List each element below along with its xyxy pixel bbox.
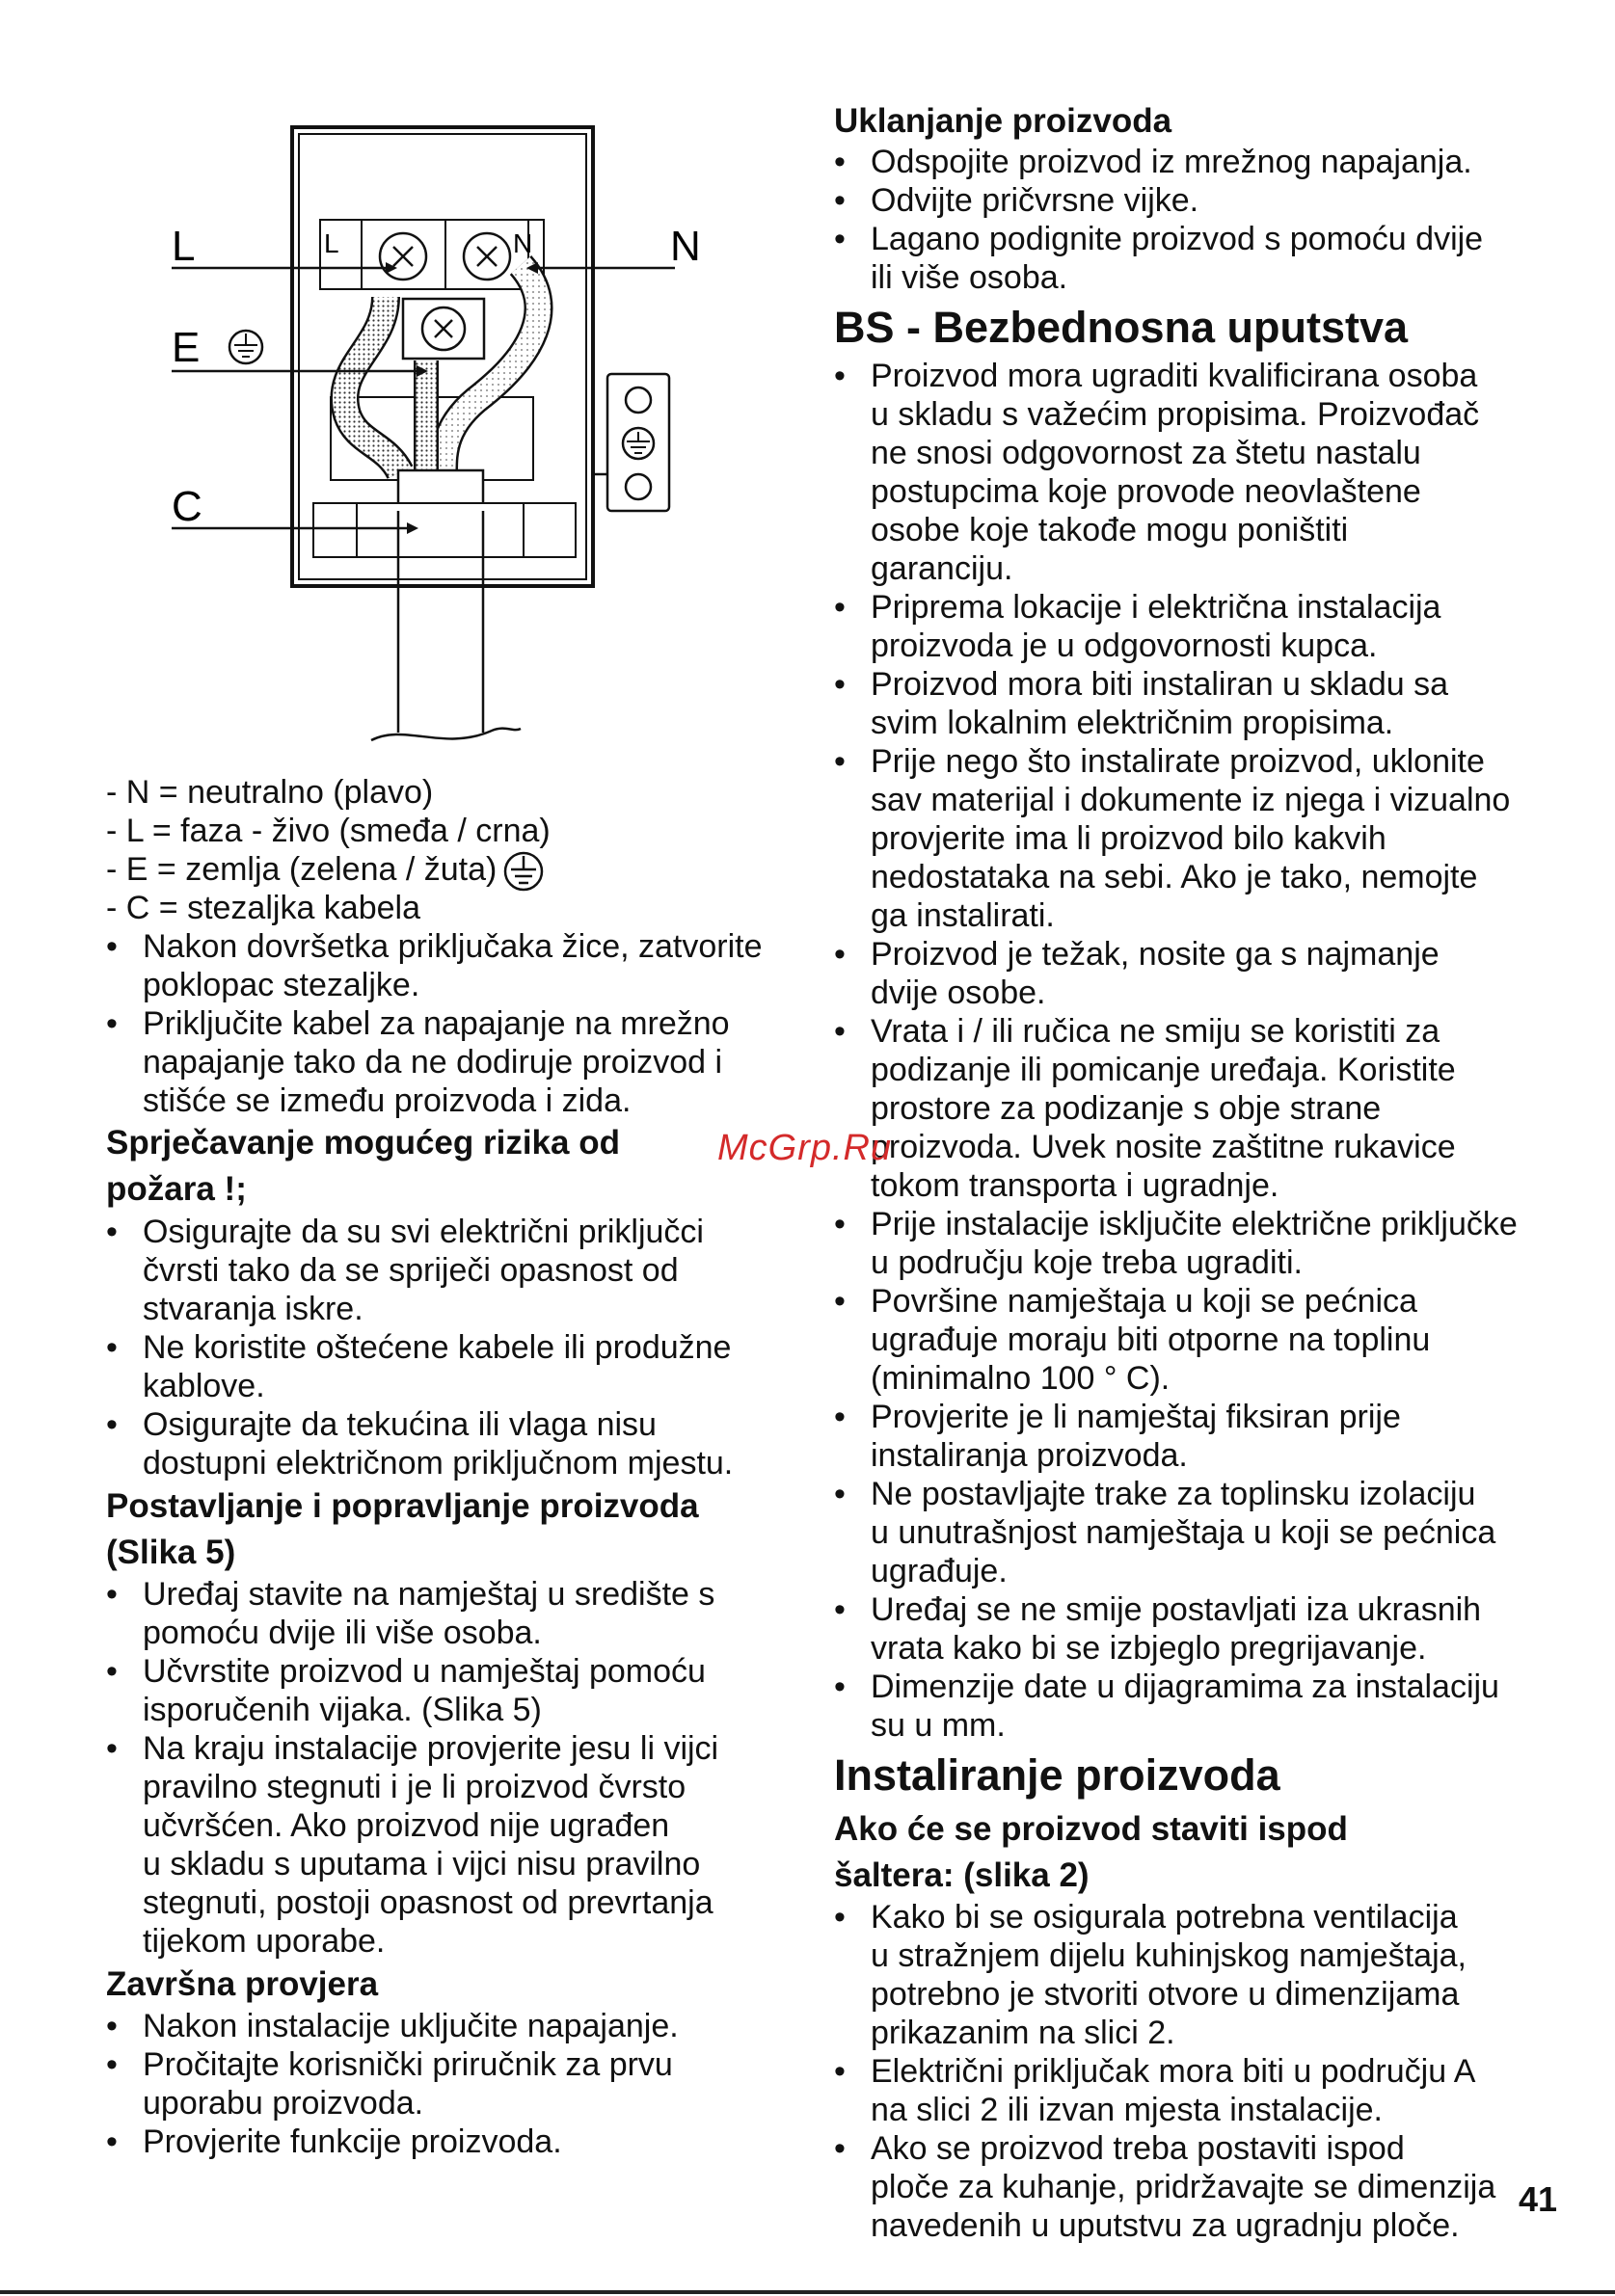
bullet-icon: • <box>106 1214 118 1250</box>
list-item: Vrata i / ili ručica ne smiju se koristiti za <box>871 1013 1440 1050</box>
list-item: Provjerite je li namještaj fiksiran prije <box>871 1399 1401 1435</box>
list-item: dostupni električnom priključnom mjestu. <box>143 1445 734 1482</box>
list-item: Na kraju instalacije provjerite jesu li vijci <box>143 1730 719 1767</box>
list-item: Provjerite funkcije proizvoda. <box>143 2123 562 2160</box>
bullet-icon: • <box>834 1476 846 1512</box>
list-item: Ako se proizvod treba postaviti ispod <box>871 2130 1405 2167</box>
list-item: Uređaj se ne smije postavljati iza ukrasnih <box>871 1591 1482 1628</box>
list-item: Uređaj stavite na namještaj u središte s <box>143 1576 715 1613</box>
list-item: pomoću dvije ili više osoba. <box>143 1615 542 1651</box>
list-item: osobe koje takođe mogu poništiti <box>871 512 1349 548</box>
list-item: Odvijte pričvrsne vijke. <box>871 182 1199 219</box>
list-item: provjerite ima li proizvod bilo kakvih <box>871 820 1386 857</box>
page-section-title: Instaliranje proizvoda <box>834 1750 1280 1800</box>
list-item: kablove. <box>143 1368 265 1404</box>
list-item: Priključite kabel za napajanje na mrežno <box>143 1005 730 1042</box>
bullet-icon: • <box>106 1005 118 1042</box>
list-item: ili više osoba. <box>871 259 1068 296</box>
list-item: Pročitajte korisnički priručnik za prvu <box>143 2046 673 2083</box>
list-item: navedenih u uputstvu za ugradnju ploče. <box>871 2207 1460 2244</box>
bullet-icon: • <box>834 666 846 703</box>
legend-n: - N = neutralno (plavo) <box>106 774 434 811</box>
list-item: Proizvod je težak, nosite ga s najmanje <box>871 936 1440 973</box>
list-item: dvije osobe. <box>871 974 1046 1011</box>
list-item: Kako bi se osigurala potrebna ventilacija <box>871 1899 1458 1936</box>
section-heading: Postavljanje i popravljanje proizvoda <box>106 1487 699 1525</box>
list-item: Prije nego što instalirate proizvod, uklonite <box>871 743 1485 780</box>
legend-c: - C = stezaljka kabela <box>106 890 420 926</box>
diagram-label-e: E <box>172 324 201 371</box>
list-item: podizanje ili pomicanje uređaja. Koristite <box>871 1052 1456 1088</box>
bullet-icon: • <box>834 1591 846 1628</box>
list-item: Lagano podignite proizvod s pomoću dvije <box>871 221 1484 257</box>
legend-l: - L = faza - živo (smeđa / crna) <box>106 813 551 849</box>
list-item: nedostataka na sebi. Ako je tako, nemojte <box>871 859 1478 895</box>
list-item: Osigurajte da su svi električni priključci <box>143 1214 704 1250</box>
earth-icon <box>229 331 262 363</box>
diagram-label-n: N <box>670 223 701 270</box>
list-item: uporabu proizvoda. <box>143 2085 424 2122</box>
list-item: napajanje tako da ne dodiruje proizvod i <box>143 1044 723 1081</box>
bullet-icon: • <box>834 182 846 219</box>
list-item: na slici 2 ili izvan mjesta instalacije. <box>871 2092 1383 2128</box>
list-item: sav materijal i dokumente iz njega i vizualno <box>871 782 1511 818</box>
list-item: Električni priključak mora biti u području A <box>871 2053 1476 2090</box>
list-item: garanciju. <box>871 550 1013 587</box>
list-item: Priprema lokacije i električna instalacija <box>871 589 1441 626</box>
wiring-diagram <box>154 116 701 752</box>
bullet-icon: • <box>106 1576 118 1613</box>
bullet-icon: • <box>106 2046 118 2083</box>
list-item: ugrađuje. <box>871 1553 1008 1589</box>
bullet-icon: • <box>106 928 118 965</box>
legend-e: - E = zemlja (zelena / žuta) <box>106 850 545 893</box>
section-heading: požara !; <box>106 1170 247 1208</box>
earth-icon <box>502 850 545 893</box>
section-heading: (Slika 5) <box>106 1534 236 1571</box>
list-item: pravilno stegnuti i je li proizvod čvrsto <box>143 1769 686 1805</box>
list-item: isporučenih vijaka. (Slika 5) <box>143 1692 542 1728</box>
list-item: svim lokalnim električnim propisima. <box>871 705 1394 741</box>
list-item: Proizvod mora biti instaliran u skladu sa <box>871 666 1449 703</box>
list-item: u skladu s važećim propisima. Proizvođač <box>871 396 1480 433</box>
bullet-icon: • <box>834 589 846 626</box>
section-heading: Ako će se proizvod staviti ispod <box>834 1810 1348 1848</box>
bullet-icon: • <box>834 221 846 257</box>
bullet-icon: • <box>834 936 846 973</box>
list-item: poklopac stezaljke. <box>143 967 420 1003</box>
section-heading: šaltera: (slika 2) <box>834 1856 1090 1894</box>
list-item: Nakon dovršetka priključaka žice, zatvorite <box>143 928 763 965</box>
list-item: u unutrašnjost namještaja u koji se pećnica <box>871 1514 1496 1551</box>
list-item: Proizvod mora ugraditi kvalificirana osoba <box>871 358 1478 394</box>
list-item: učvršćen. Ako proizvod nije ugrađen <box>143 1807 670 1844</box>
diagram-label-c: C <box>172 483 202 530</box>
section-heading: Završna provjera <box>106 1965 379 2003</box>
bullet-icon: • <box>106 2008 118 2044</box>
list-item: vrata kako bi se izbjeglo pregrijavanje. <box>871 1630 1427 1667</box>
section-heading: Sprječavanje mogućeg rizika od <box>106 1124 620 1161</box>
list-item: Površine namještaja u koji se pećnica <box>871 1283 1417 1320</box>
bullet-icon: • <box>834 1399 846 1435</box>
list-item: proizvoda je u odgovornosti kupca. <box>871 627 1378 664</box>
list-item: ga instalirati. <box>871 897 1055 934</box>
list-item: stišće se između proizvoda i zida. <box>143 1082 632 1119</box>
terminal-l-label: L <box>324 228 339 258</box>
bullet-icon: • <box>834 743 846 780</box>
list-item: tijekom uporabe. <box>143 1923 386 1960</box>
diagram-label-l: L <box>172 223 196 270</box>
list-item: ploče za kuhanje, pridržavajte se dimenzija <box>871 2169 1496 2205</box>
bullet-icon: • <box>834 144 846 180</box>
page-section-title: BS - Bezbednosna uputstva <box>834 303 1409 352</box>
list-item: instaliranja proizvoda. <box>871 1437 1188 1474</box>
bullet-icon: • <box>106 1329 118 1366</box>
list-item: tokom transporta i ugradnje. <box>871 1167 1279 1204</box>
list-item: u stražnjem dijelu kuhinjskog namještaja, <box>871 1937 1467 1974</box>
bullet-icon: • <box>106 1653 118 1690</box>
list-item: Osigurajte da tekućina ili vlaga nisu <box>143 1406 657 1443</box>
bullet-icon: • <box>834 358 846 394</box>
list-item: Odspojite proizvod iz mrežnog napajanja. <box>871 144 1472 180</box>
list-item: proizvoda. Uvek nosite zaštitne rukavice <box>871 1129 1456 1165</box>
list-item: u skladu s uputama i vijci nisu pravilno <box>143 1846 701 1882</box>
bullet-icon: • <box>834 1283 846 1320</box>
bullet-icon: • <box>834 1899 846 1936</box>
bullet-icon: • <box>834 2053 846 2090</box>
list-item: (minimalno 100 ° C). <box>871 1360 1171 1397</box>
bullet-icon: • <box>106 2123 118 2160</box>
list-item: Prije instalacije isključite električne priključke <box>871 1206 1518 1242</box>
bullet-icon: • <box>106 1730 118 1767</box>
list-item: stegnuti, postoji opasnost od prevrtanja <box>143 1884 713 1921</box>
list-item: čvrsti tako da se spriječi opasnost od <box>143 1252 679 1289</box>
list-item: Ne postavljajte trake za toplinsku izolaciju <box>871 1476 1476 1512</box>
list-item: Nakon instalacije uključite napajanje. <box>143 2008 679 2044</box>
bullet-icon: • <box>834 2130 846 2167</box>
list-item: Ne koristite oštećene kabele ili produžne <box>143 1329 732 1366</box>
watermark: McGrp.Ru <box>717 1128 893 1168</box>
bullet-icon: • <box>834 1669 846 1705</box>
bullet-icon: • <box>834 1013 846 1050</box>
bullet-icon: • <box>834 1206 846 1242</box>
list-item: postupcima koje provode neovlaštene <box>871 473 1421 510</box>
list-item: prostore za podizanje s obje strane <box>871 1090 1382 1127</box>
list-item: ne snosi odgovornost za štetu nastalu <box>871 435 1421 471</box>
list-item: su u mm. <box>871 1707 1006 1744</box>
list-item: u području koje treba ugraditi. <box>871 1244 1303 1281</box>
section-heading: Uklanjanje proizvoda <box>834 102 1172 140</box>
terminal-n-label: N <box>513 228 533 258</box>
list-item: stvaranja iskre. <box>143 1291 363 1327</box>
bullet-icon: • <box>106 1406 118 1443</box>
list-item: prikazanim na slici 2. <box>871 2015 1175 2051</box>
list-item: Dimenzije date u dijagramima za instalaciju <box>871 1669 1499 1705</box>
list-item: ugrađuje moraju biti otporne na toplinu <box>871 1322 1431 1358</box>
list-item: potrebno je stvoriti otvore u dimenzijama <box>871 1976 1460 2013</box>
page-number: 41 <box>1519 2179 1558 2219</box>
bottom-rule <box>0 2290 1615 2294</box>
list-item: Učvrstite proizvod u namještaj pomoću <box>143 1653 706 1690</box>
